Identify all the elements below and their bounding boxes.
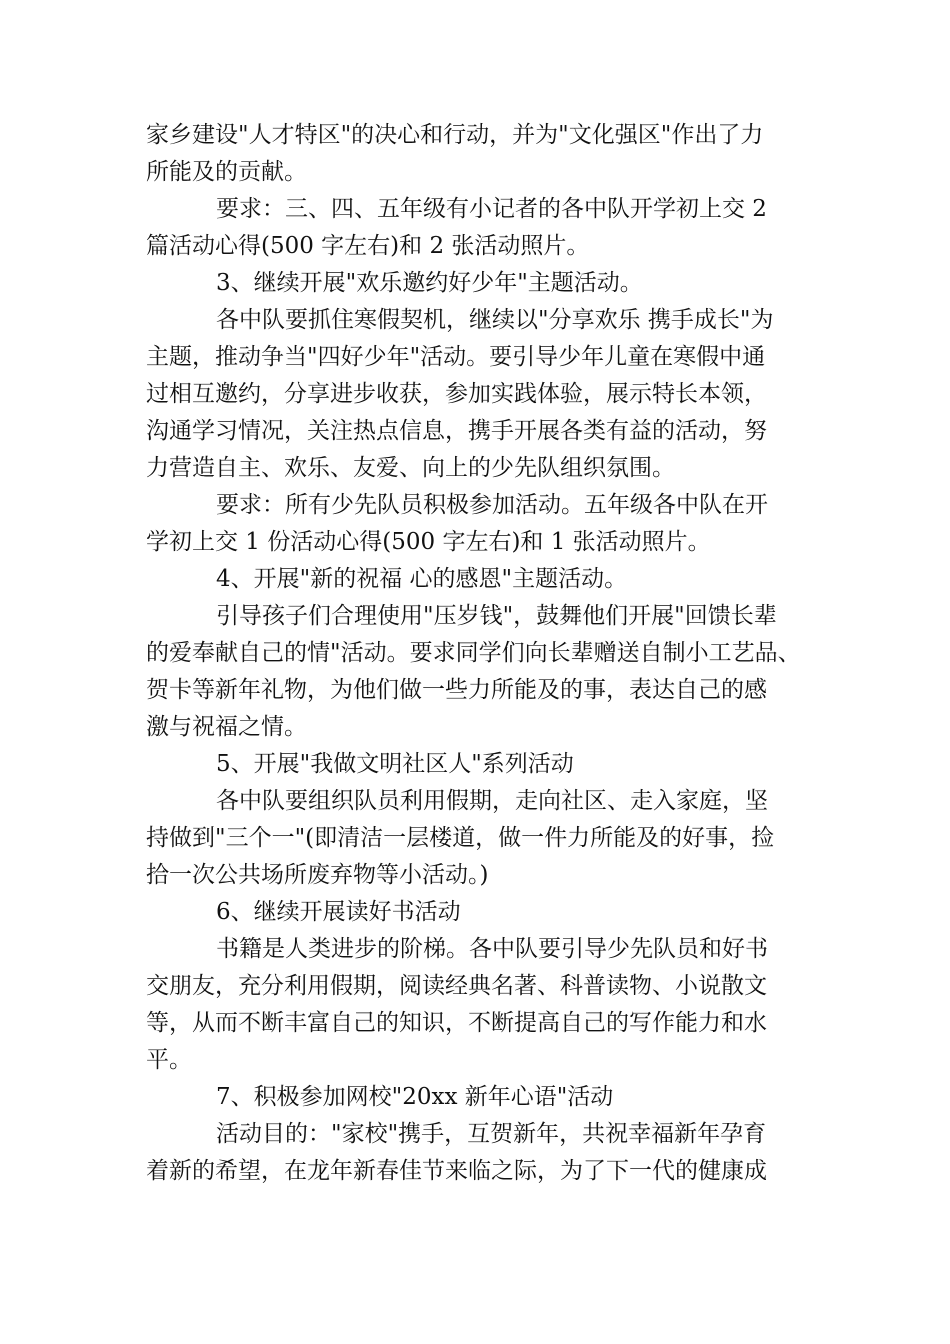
text-line: 力营造自主、欢乐、友爱、向上的少先队组织氛围。: [146, 455, 675, 481]
text-line: 交朋友，充分利用假期，阅读经典名著、科普读物、小说散文: [146, 973, 767, 999]
text-line: 引导孩子们合理使用"压岁钱"，鼓舞他们开展"回馈长辈: [216, 603, 777, 629]
text-line: 的爱奉献自己的情"活动。要求同学们向长辈赠送自制小工艺品、: [146, 640, 801, 666]
text-line: 5、开展"我做文明社区人"系列活动: [216, 751, 574, 777]
text-line: 家乡建设"人才特区"的决心和行动，并为"文化强区"作出了力: [146, 122, 764, 148]
text-line: 7、积极参加网校"20xx 新年心语"活动: [216, 1084, 614, 1110]
text-line: 持做到"三个一"(即清洁一层楼道，做一件力所能及的好事，捡: [146, 825, 775, 851]
text-line: 4、开展"新的祝福 心的感恩"主题活动。: [216, 566, 628, 592]
text-line: 着新的希望，在龙年新春佳节来临之际，为了下一代的健康成: [146, 1158, 767, 1184]
text-line: 各中队要组织队员利用假期，走向社区、走入家庭，坚: [216, 788, 768, 814]
text-line: 3、继续开展"欢乐邀约好少年"主题活动。: [216, 270, 643, 296]
text-line: 篇活动心得(500 字左右)和 2 张活动照片。: [146, 233, 590, 259]
text-line: 活动目的："家校"携手，互贺新年，共祝幸福新年孕育: [216, 1121, 767, 1147]
text-line: 要求：所有少先队员积极参加活动。五年级各中队在开: [216, 492, 768, 518]
text-line: 沟通学习情况，关注热点信息，携手开展各类有益的活动，努: [146, 418, 767, 444]
text-line: 激与祝福之情。: [146, 714, 307, 740]
text-line: 主题，推动争当"四好少年"活动。要引导少年儿童在寒假中通: [146, 344, 766, 370]
text-line: 要求：三、四、五年级有小记者的各中队开学初上交 2: [216, 196, 767, 222]
document-body: [146, 117, 811, 1190]
text-line: 贺卡等新年礼物，为他们做一些力所能及的事，表达自己的感: [146, 677, 767, 703]
text-line: 拾一次公共场所废弃物等小活动。): [146, 862, 489, 888]
text-line: 学初上交 1 份活动心得(500 字左右)和 1 张活动照片。: [146, 529, 711, 555]
text-line: 书籍是人类进步的阶梯。各中队要引导少先队员和好书: [216, 936, 768, 962]
text-line: 等，从而不断丰富自己的知识，不断提高自己的写作能力和水: [146, 1010, 767, 1036]
text-line: 过相互邀约，分享进步收获，参加实践体验，展示特长本领，: [146, 381, 767, 407]
text-line: 平。: [146, 1047, 192, 1073]
text-line: 各中队要抓住寒假契机，继续以"分享欢乐 携手成长"为: [216, 307, 774, 333]
text-line: 6、继续开展读好书活动: [216, 899, 461, 925]
text-line: 所能及的贡献。: [146, 159, 307, 185]
